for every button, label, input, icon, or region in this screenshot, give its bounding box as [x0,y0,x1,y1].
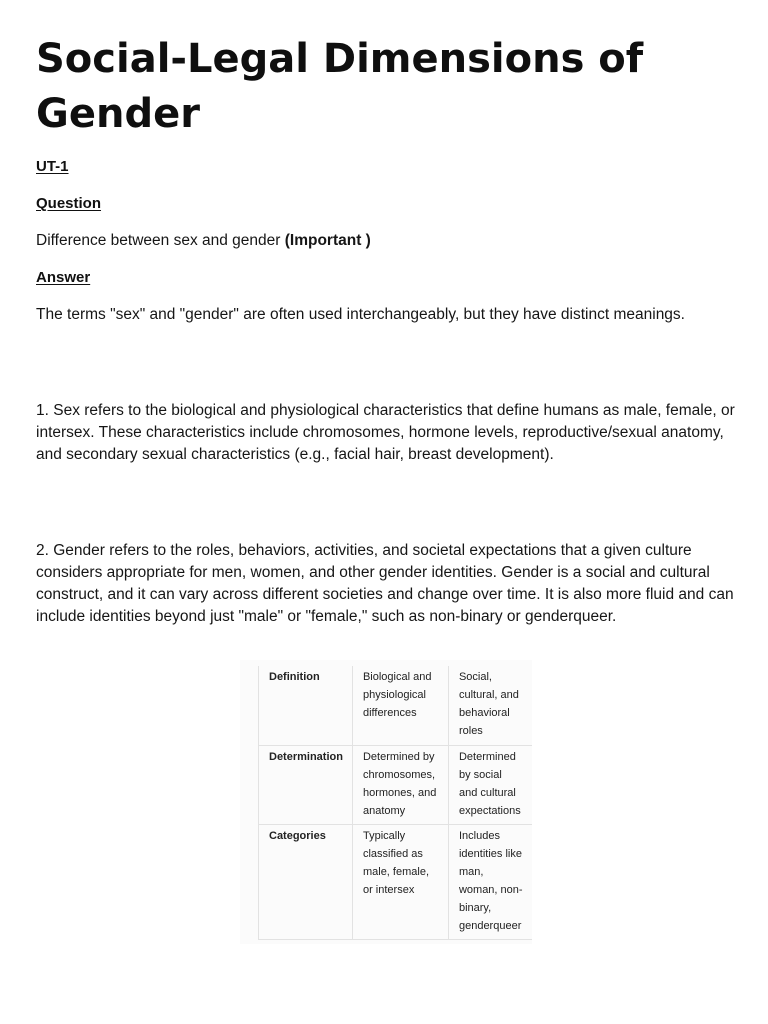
page-title: Social-Legal Dimensions of Gender [36,36,644,137]
unit-label: UT-1 [36,158,69,175]
sex-definition-paragraph: 1. Sex refers to the biological and physiological characteristics that define humans as male, female, or intersex. These characteristics include chromosomes, hormone levels, reproductive/sexual anatomy, and secondary sexual characteristics (e.g., facial hair, breast development). [36,402,735,463]
gender-definition-paragraph: 2. Gender refers to the roles, behaviors, activities, and societal expectations that a given culture considers appropriate for men, women, and other gender identities. Gender is a social and cultural construct, and it can vary across different societies and change over time. It is also more fluid and can include identities beyond just "male" or "female," such as non-binary or genderqueer. [36,542,734,625]
question-label: Question [36,195,102,212]
question-emphasis: (Important ) [284,232,371,249]
sex-cell: Biological and physiological differences [352,666,448,745]
sex-cell: Typically classified as male, female, or intersex [352,824,448,939]
gender-cell: Social, cultural, and behavioral roles [448,666,532,745]
question-text [36,230,736,252]
row-label: Categories [259,824,353,939]
comparison-table [258,666,532,940]
table-row [259,666,532,745]
gender-cell: Includes identities like man, woman, non-binary, genderqueer [448,824,532,939]
table-row [259,745,532,824]
intro-paragraph: The terms "sex" and "gender" are often used interchangeably, but they have distinct meanings. [36,306,685,323]
row-label: Determination [259,745,353,824]
sex-cell: Determined by chromosomes, hormones, and anatomy [352,745,448,824]
question-body: Difference between sex and gender [36,232,285,249]
answer-label: Answer [36,269,91,286]
table-row [259,824,532,939]
comparison-table-image [240,660,532,944]
row-label: Definition [259,666,353,745]
gender-cell: Determined by social and cultural expectations [448,745,532,824]
